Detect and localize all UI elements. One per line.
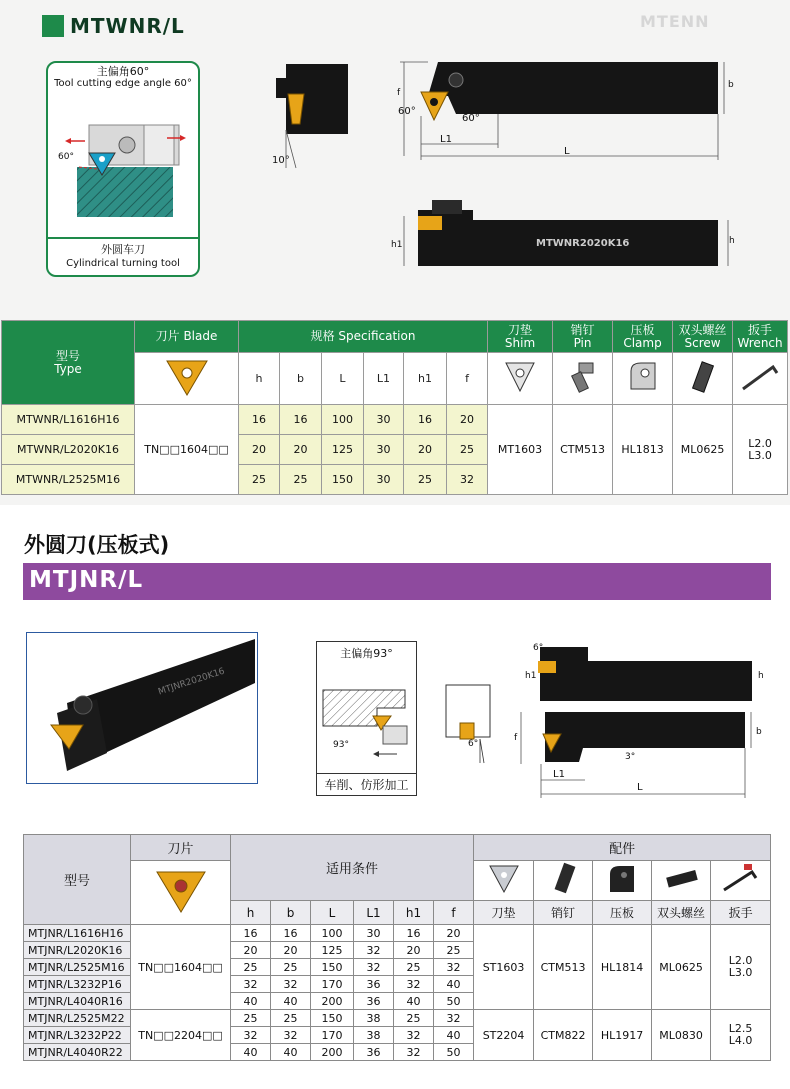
angle93-label: 主偏角93° xyxy=(340,647,393,660)
dim-cell: 25 xyxy=(394,1010,434,1027)
screw-icon xyxy=(683,359,723,395)
dim-l1: L1 xyxy=(440,134,452,145)
product-photo xyxy=(26,632,258,784)
angle93-mark: 93° xyxy=(333,740,349,750)
dim-cell: 25 xyxy=(271,1010,311,1027)
blade-header: 刀片 Blade xyxy=(135,321,239,353)
shim-header xyxy=(488,321,553,353)
dim-cell: 40 xyxy=(271,1044,311,1061)
dim-cell: 25 xyxy=(271,959,311,976)
type-cell: MTJNR/L4040R22 xyxy=(24,1044,131,1061)
dim-cell: 38 xyxy=(354,1027,394,1044)
dim-header-b: b xyxy=(280,353,322,405)
angle-60-mark: 60° xyxy=(58,152,74,162)
shim-label: 刀垫 xyxy=(474,901,534,925)
screw-code-cell: ML0830 xyxy=(652,1010,711,1061)
dim-header-f: f xyxy=(447,353,488,405)
dim-cell: 20 xyxy=(280,435,322,465)
dim-b: b xyxy=(728,80,734,90)
type-cell: MTWNR/L2525M16 xyxy=(2,465,135,495)
screw-code-cell: ML0625 xyxy=(652,925,711,1010)
clamp-header-cn: 压板 xyxy=(630,322,655,337)
dim-cell: 36 xyxy=(354,1044,394,1061)
clamp-icon xyxy=(602,862,642,896)
mtwnr-spec-table xyxy=(1,320,788,495)
type-cell: MTJNR/L2525M16 xyxy=(24,959,131,976)
dim-header-h: h xyxy=(239,353,280,405)
dim-cell: 25 xyxy=(231,959,271,976)
screw-header xyxy=(673,321,733,353)
angle-label-cn: 主偏角60° xyxy=(96,65,150,78)
dim-cell: 200 xyxy=(311,1044,354,1061)
dim-cell: 38 xyxy=(354,1010,394,1027)
section2-cn-title: 外圆刀(压板式) xyxy=(24,533,170,557)
section2-title-bar xyxy=(23,563,771,600)
s2-dim-l1: L1 xyxy=(553,769,565,780)
wrench-code-cell: L2.0 L3.0 xyxy=(711,925,771,1010)
dim-cell: 25 xyxy=(231,1010,271,1027)
pin-code-cell: CTM513 xyxy=(553,405,613,495)
ghost-text: MTENN xyxy=(640,12,710,31)
dim-header-b: b xyxy=(271,901,311,925)
dim-cell: 36 xyxy=(354,976,394,993)
toolholder-photo xyxy=(27,633,257,783)
dim-cell: 25 xyxy=(280,465,322,495)
dim-cell: 32 xyxy=(447,465,488,495)
dim-cell: 50 xyxy=(434,993,474,1010)
angle93-footer: 车削、仿形加工 xyxy=(317,773,416,795)
dim-header-l: L xyxy=(311,901,354,925)
s2-dim-h1: h1 xyxy=(525,671,537,681)
pin-header-en: Pin xyxy=(573,335,592,350)
dim-cell: 16 xyxy=(404,405,447,435)
dim-cell: 170 xyxy=(311,976,354,993)
type-header: 型号 xyxy=(24,835,131,925)
accessories-header: 配件 xyxy=(474,835,771,861)
dim-header-h1: h1 xyxy=(404,353,447,405)
type-cell: MTJNR/L4040R16 xyxy=(24,993,131,1010)
shank-marking: MTWNR2020K16 xyxy=(536,238,630,249)
blade-code-cell: TN□□2204□□ xyxy=(131,1010,231,1061)
dim-h: h xyxy=(729,236,735,246)
wrench-icon xyxy=(737,359,783,395)
wrench-header xyxy=(733,321,788,353)
blade-code-cell: TN□□1604□□ xyxy=(135,405,239,495)
dim-cell: 32 xyxy=(354,959,394,976)
section1-heading xyxy=(42,14,185,38)
dim-cell: 150 xyxy=(322,465,364,495)
screw-image xyxy=(673,353,733,405)
wrench-code-cell: L2.0 L3.0 xyxy=(733,405,788,495)
clamp-code-cell: HL1814 xyxy=(593,925,652,1010)
dim-cell: 40 xyxy=(231,993,271,1010)
type-cell: MTWNR/L1616H16 xyxy=(2,405,135,435)
dim-cell: 25 xyxy=(447,435,488,465)
insert-icon xyxy=(153,866,209,916)
title-square-icon xyxy=(42,15,64,37)
dim-cell: 25 xyxy=(404,465,447,495)
clamp-image xyxy=(613,353,673,405)
wrench-image xyxy=(733,353,788,405)
wrench-icon xyxy=(718,862,764,896)
dim-cell: 32 xyxy=(434,1010,474,1027)
pin-code-cell: CTM513 xyxy=(534,925,593,1010)
s2-dim-f: f xyxy=(514,733,518,743)
dim-cell: 30 xyxy=(364,405,404,435)
dim-f: f xyxy=(397,88,401,98)
dim-cell: 150 xyxy=(311,959,354,976)
clamp-icon xyxy=(623,359,663,395)
dim-cell: 125 xyxy=(311,942,354,959)
shim-image xyxy=(474,861,534,901)
dim-cell: 40 xyxy=(434,976,474,993)
dim-cell: 20 xyxy=(404,435,447,465)
footer-en: Cylindrical turning tool xyxy=(66,258,180,269)
blade-image xyxy=(131,861,231,925)
dim-cell: 100 xyxy=(311,925,354,942)
side-angle-6: 6° xyxy=(468,739,479,749)
shim-header-cn: 刀垫 xyxy=(508,322,533,337)
pin-header-cn: 销钉 xyxy=(570,322,595,337)
wrench-header-en: Wrench xyxy=(737,335,783,350)
dim-cell: 125 xyxy=(322,435,364,465)
dim-cell: 20 xyxy=(239,435,280,465)
dim-cell: 16 xyxy=(271,925,311,942)
type-header xyxy=(2,321,135,405)
s2-dim-b: b xyxy=(756,727,762,737)
top-angle-right: 60° xyxy=(462,113,480,124)
type-cell: MTJNR/L2525M22 xyxy=(24,1010,131,1027)
s2-angle-3: 3° xyxy=(625,752,636,762)
mtwnr-section xyxy=(0,0,790,505)
dim-h1: h1 xyxy=(391,240,403,250)
conditions-header: 适用条件 xyxy=(231,835,474,901)
dim-cell: 25 xyxy=(239,465,280,495)
top-view-drawing xyxy=(388,56,728,166)
dim-cell: 150 xyxy=(311,1010,354,1027)
dim-header-f: f xyxy=(434,901,474,925)
dim-cell: 30 xyxy=(364,435,404,465)
type-header-cn: 型号 xyxy=(55,348,80,363)
shim-code-cell: ST1603 xyxy=(474,925,534,1010)
dim-cell: 30 xyxy=(354,925,394,942)
type-cell: MTJNR/L3232P22 xyxy=(24,1027,131,1044)
side-angle-10: 10° xyxy=(272,155,290,166)
dim-header-h: h xyxy=(231,901,271,925)
dim-cell: 16 xyxy=(394,925,434,942)
pin-label: 销钉 xyxy=(534,901,593,925)
shim-image xyxy=(488,353,553,405)
blade-code-cell: TN□□1604□□ xyxy=(131,925,231,1010)
insert-icon xyxy=(163,355,211,399)
top-angle-6: 6° xyxy=(533,643,544,653)
dim-cell: 40 xyxy=(394,993,434,1010)
screw-label: 双头螺丝 xyxy=(652,901,711,925)
type-cell: MTJNR/L1616H16 xyxy=(24,925,131,942)
type-cell: MTWNR/L2020K16 xyxy=(2,435,135,465)
dim-cell: 32 xyxy=(271,1027,311,1044)
dim-header-l1: L1 xyxy=(364,353,404,405)
cutting-angle-93-box xyxy=(316,641,417,796)
shim-code-cell: MT1603 xyxy=(488,405,553,495)
pin-icon xyxy=(563,359,603,395)
mtjnr-section xyxy=(0,513,790,1089)
wrench-code-cell: L2.5 L4.0 xyxy=(711,1010,771,1061)
dim-cell: 32 xyxy=(394,976,434,993)
type-cell: MTJNR/L2020K16 xyxy=(24,942,131,959)
dim-cell: 20 xyxy=(231,942,271,959)
blade-header: 刀片 xyxy=(131,835,231,861)
dim-cell: 40 xyxy=(271,993,311,1010)
dim-cell: 16 xyxy=(280,405,322,435)
dim-cell: 200 xyxy=(311,993,354,1010)
dim-cell: 170 xyxy=(311,1027,354,1044)
pin-icon xyxy=(543,862,583,896)
screw-icon xyxy=(661,862,701,896)
dim-cell: 40 xyxy=(434,1027,474,1044)
dim-header-h1: h1 xyxy=(394,901,434,925)
clamp-code-cell: HL1813 xyxy=(613,405,673,495)
s2-dim-h: h xyxy=(758,671,764,681)
shim-code-cell: ST2204 xyxy=(474,1010,534,1061)
clamp-header-en: Clamp xyxy=(623,335,662,350)
turning-diagram xyxy=(49,95,199,235)
photo-marking: MTJNR2020K16 xyxy=(157,666,227,698)
dim-cell: 20 xyxy=(434,925,474,942)
dim-cell: 32 xyxy=(231,976,271,993)
angle-box-footer xyxy=(48,237,198,275)
dim-cell: 25 xyxy=(434,942,474,959)
screw-header-cn: 双头螺丝 xyxy=(678,322,727,337)
dim-cell: 25 xyxy=(394,959,434,976)
dim-cell: 100 xyxy=(322,405,364,435)
shim-icon xyxy=(484,862,524,896)
front-view-drawing xyxy=(388,196,738,276)
section2-front-view xyxy=(520,635,760,703)
dim-cell: 16 xyxy=(239,405,280,435)
angle-label-en: Tool cutting edge angle 60° xyxy=(54,78,192,89)
screw-header-en: Screw xyxy=(684,335,721,350)
type-cell: MTJNR/L3232P16 xyxy=(24,976,131,993)
dim-cell: 40 xyxy=(231,1044,271,1061)
dim-header-l1: L1 xyxy=(354,901,394,925)
top-angle-left: 60° xyxy=(398,106,416,117)
pin-code-cell: CTM822 xyxy=(534,1010,593,1061)
dim-cell: 20 xyxy=(271,942,311,959)
wrench-header-cn: 扳手 xyxy=(748,322,773,337)
shim-icon xyxy=(500,359,540,395)
cutting-angle-box xyxy=(46,61,200,277)
spec-header: 规格 Specification xyxy=(239,321,488,353)
mtjnr-spec-table xyxy=(23,834,771,1061)
clamp-header xyxy=(613,321,673,353)
section1-title: MTWNR/L xyxy=(70,14,185,38)
dim-cell: 32 xyxy=(354,942,394,959)
wrench-label: 扳手 xyxy=(711,901,771,925)
section2-title: MTJNR/L xyxy=(29,567,144,593)
dim-cell: 32 xyxy=(434,959,474,976)
dim-cell: 36 xyxy=(354,993,394,1010)
dim-cell: 32 xyxy=(231,1027,271,1044)
pin-image xyxy=(553,353,613,405)
dim-cell: 32 xyxy=(394,1044,434,1061)
dim-cell: 32 xyxy=(271,976,311,993)
dim-cell: 50 xyxy=(434,1044,474,1061)
dim-cell: 20 xyxy=(394,942,434,959)
clamp-label: 压板 xyxy=(593,901,652,925)
dim-cell: 16 xyxy=(231,925,271,942)
clamp-image xyxy=(593,861,652,901)
dim-l: L xyxy=(564,146,570,157)
blade-image xyxy=(135,353,239,405)
s2-dim-l: L xyxy=(637,782,643,793)
dim-header-l: L xyxy=(322,353,364,405)
footer-cn: 外圆车刀 xyxy=(101,243,145,256)
screw-code-cell: ML0625 xyxy=(673,405,733,495)
section2-side-view xyxy=(440,683,500,767)
type-header-en: Type xyxy=(54,361,82,376)
screw-image xyxy=(652,861,711,901)
dim-cell: 32 xyxy=(394,1027,434,1044)
dim-cell: 30 xyxy=(364,465,404,495)
shim-header-en: Shim xyxy=(504,335,536,350)
dim-cell: 20 xyxy=(447,405,488,435)
wrench-image xyxy=(711,861,771,901)
clamp-code-cell: HL1917 xyxy=(593,1010,652,1061)
pin-image xyxy=(534,861,593,901)
pin-header xyxy=(553,321,613,353)
